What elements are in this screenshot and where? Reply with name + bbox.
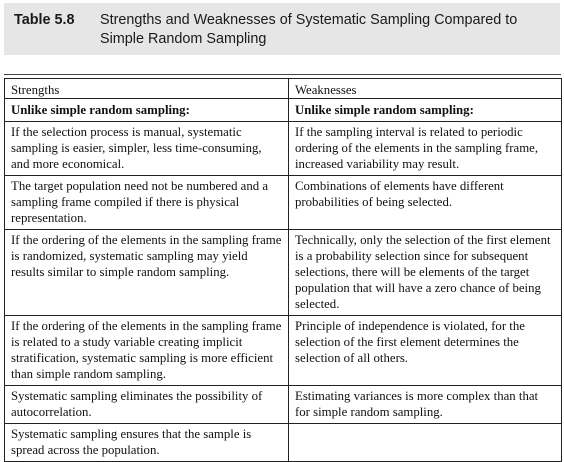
table-caption [4, 3, 560, 55]
header-row [5, 79, 562, 99]
strength-cell: Systematic sampling eliminates the possibility of autocorrelation. [5, 386, 289, 424]
strengths-weaknesses-table [4, 78, 562, 462]
weakness-cell: Estimating variances is more complex than that for simple random sampling. [289, 386, 562, 424]
table-top-rule [4, 74, 561, 75]
weakness-cell: Combinations of elements have different probabilities of being selected. [289, 176, 562, 230]
table-title: Strengths and Weaknesses of Systematic Sampling Compared to Simple Random Sampling [100, 12, 518, 47]
table-row [5, 176, 562, 230]
strength-cell: If the ordering of the elements in the sampling frame is related to a study variable creating implicit stratification, systematic sampling is more efficient than simple random sampling. [5, 316, 289, 386]
table-row [5, 122, 562, 176]
strength-cell: If the ordering of the elements in the sampling frame is randomized, systematic sampling may yield results similar to simple random sampling. [5, 230, 289, 316]
subheader-weaknesses: Unlike simple random sampling: [289, 99, 562, 122]
weakness-cell-empty [289, 424, 562, 462]
table-row [5, 230, 562, 316]
table-row [5, 316, 562, 386]
strength-cell: Systematic sampling ensures that the sample is spread across the population. [5, 424, 289, 462]
table-row [5, 424, 562, 462]
table-row [5, 386, 562, 424]
strength-cell: If the selection process is manual, systematic sampling is easier, simpler, less time-consuming, and more economical. [5, 122, 289, 176]
table-number: Table 5.8 [14, 12, 75, 28]
strength-cell: The target population need not be numbered and a sampling frame compiled if there is physical representation. [5, 176, 289, 230]
subheader-strengths: Unlike simple random sampling: [5, 99, 289, 122]
weakness-cell: Principle of independence is violated, for the selection of the first element determines the selection of all others. [289, 316, 562, 386]
weakness-cell: Technically, only the selection of the first element is a probability selection since for subsequent selections, there will be elements of the target population that will have a zero chance of being selected. [289, 230, 562, 316]
weakness-cell: If the sampling interval is related to periodic ordering of the elements in the sampling frame, increased variability may result. [289, 122, 562, 176]
subheader-row [5, 99, 562, 122]
column-header-strengths: Strengths [5, 79, 289, 99]
column-header-weaknesses: Weaknesses [289, 79, 562, 99]
